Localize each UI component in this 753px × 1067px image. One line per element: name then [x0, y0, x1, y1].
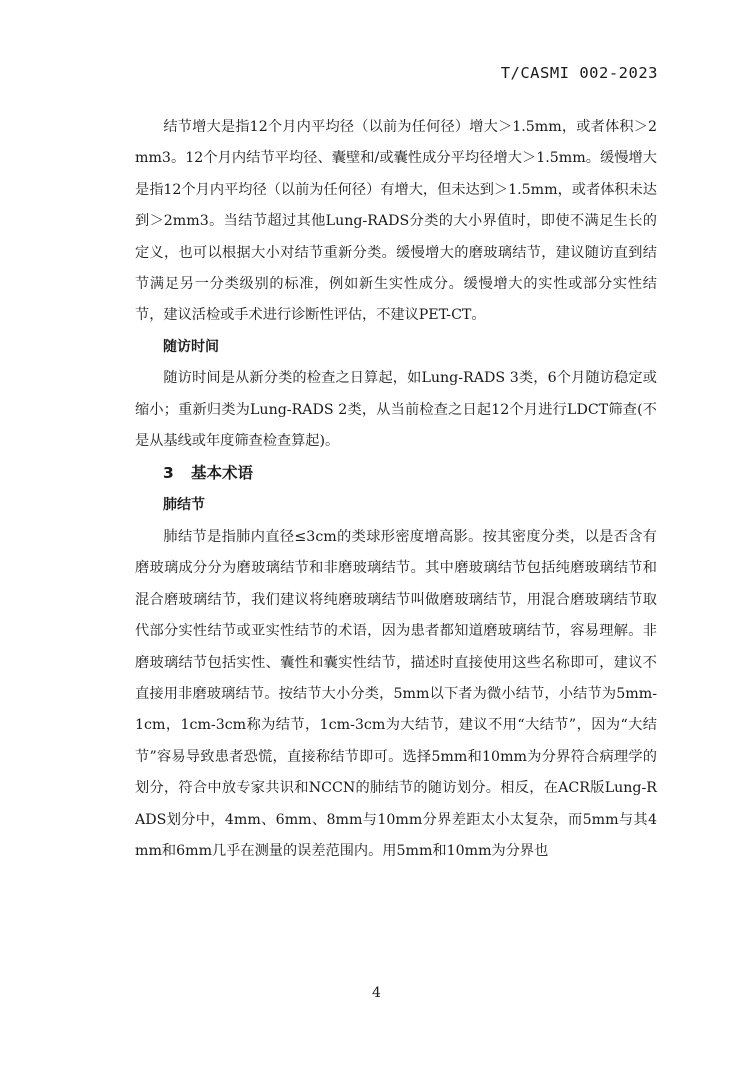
- subheading-followup-time: 随访时间: [163, 338, 219, 355]
- paragraph-followup-time: 随访时间是从新分类的检查之日算起，如Lung-RADS 3类，6个月随访稳定或缩小；重新归类为Lung-RADS 2类，从当前检查之日起12个月进行LDCT筛查(不是从基线或年度筛查检查算起)。: [135, 370, 657, 450]
- section-title: 基本术语: [191, 464, 254, 483]
- section-number: 3: [163, 464, 174, 483]
- page-content: [135, 112, 657, 867]
- section-heading-basic-terms: [135, 457, 657, 490]
- page-number: 4: [372, 985, 381, 1001]
- paragraph-lung-nodule: 肺结节是指肺内直径≤3cm的类球形密度增高影。按其密度分类，以是否含有磨玻璃成分分为磨玻璃结节和非磨玻璃结节。其中磨玻璃结节包括纯磨玻璃结节和混合磨玻璃结节，我们建议将纯磨玻璃结节叫做磨玻璃结节，用混合磨玻璃结节取代部分实性结节或亚实性结节的术语，因为患者都知道磨玻璃结节，容易理解。非磨玻璃结节包括实性、囊性和囊实性结节，描述时直接使用这些名称即可，建议不直接用非磨玻璃结节。按结节大小分类，5mm以下者为微小结节，小结节为5mm-1cm，1cm-3cm称为结节，1cm-3cm为大结节，建议不用“大结节”，因为“大结节”容易导致患者恐慌，直接称结节即可。选择5mm和10mm为分界符合病理学的划分，符合中放专家共识和NCCN的肺结节的随访划分。相反，在ACR版Lung-RADS划分中，4mm、6mm、8mm与10mm分界差距太小太复杂，而5mm与其4mm和6mm几乎在测量的误差范围内。用5mm和10mm为分界也: [135, 528, 657, 859]
- subheading-lung-nodule: 肺结节: [163, 497, 205, 514]
- standard-code: T/CASMI 002-2023: [500, 64, 658, 82]
- paragraph-nodule-growth: 结节增大是指12个月内平均径（以前为任何径）增大＞1.5mm，或者体积＞2mm3。12个月内结节平均径、囊壁和/或囊性成分平均径增大＞1.5mm。缓慢增大是指12个月内平均径（以前为任何径）有增大，但未达到＞1.5mm，或者体积未达到＞2mm3。当结节超过其他Lung-RADS分类的大小界值时，即使不满足生长的定义，也可以根据大小对结节重新分类。缓慢增大的磨玻璃结节，建议随访直到结节满足另一分类级别的标准，例如新生实性成分。缓慢增大的实性或部分实性结节，建议活检或手术进行诊断性评估，不建议PET-CT。: [135, 119, 657, 324]
